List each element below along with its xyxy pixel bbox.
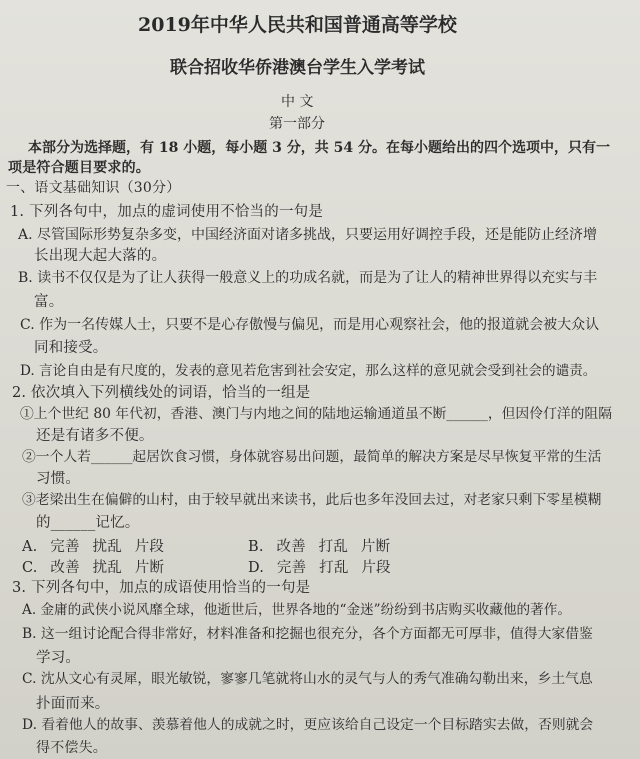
q1-option-d-line1: D. 言论自由是有尺度的，发表的意见若危害到社会安定，那么这样的意见就会受到社会的谴责。 [20,363,597,379]
q2-option-a: A. 完善 扰乱 片段 [22,539,165,555]
q3-option-d-line1: D. 看着他人的故事、羡慕着他人的成就之时，更应该给自己设定一个目标踏实去做，否则就会 [22,717,594,733]
q2-stem: 2. 依次填入下列横线处的词语，恰当的一组是 [12,385,311,401]
part-label: 第一部分 [269,116,325,132]
exam-title-line1: 2019年中华人民共和国普通高等学校 [138,14,457,36]
q1-option-c-line1: C. 作为一名传媒人士，只要不是心存傲慢与偏见，而是用心观察社会，他的报道就会被大众认 [20,317,600,333]
q2-option-c: C. 改善 扰乱 片断 [22,560,165,576]
q2-sentence2-line2: 习惯。 [36,471,81,487]
q1-option-b-line2: 富。 [34,294,64,310]
q2-option-d: D. 完善 打乱 片段 [248,560,391,576]
section-heading: 一、语文基础知识（30分） [6,180,181,196]
q1-option-c-line2: 同和接受。 [34,340,108,356]
instructions-line1: 本部分为选择题，有 18 小题，每小题 3 分，共 54 分。在每小题给出的四个选项中，只有一 [28,140,610,156]
q1-option-a-line2: 长出现大起大落的。 [34,248,167,264]
q2-sentence1-line1: ①上个世纪 80 年代初，香港、澳门与内地之间的陆地运输通道虽不断______，但因伶仃洋的阻隔 [20,406,612,422]
instructions-line2: 项是符合题目要求的。 [8,160,150,176]
q3-stem: 3. 下列各句中，加点的成语使用恰当的一句是 [12,580,311,596]
q3-option-c-line2: 扑面而来。 [36,696,110,712]
q2-sentence3-line2: 的______记忆。 [36,515,140,531]
q3-option-b-line1: B. 这一组讨论配合得非常好，材料准备和挖掘也很充分，各个方面都无可厚非，值得大家借鉴 [22,626,593,642]
subject-label: 中 文 [281,94,314,110]
q3-option-c-line1: C. 沈从文心有灵犀，眼光敏锐，寥寥几笔就将山水的灵气与人的秀气准确勾勒出来，乡土气息 [22,671,593,687]
q2-sentence1-line2: 还是有诸多不便。 [36,428,154,444]
exam-title-line2: 联合招收华侨港澳台学生入学考试 [170,58,425,78]
q2-sentence3-line1: ③老梁出生在偏僻的山村，由于较早就出来读书，此后也多年没回去过，对老家只剩下零星模糊 [22,492,602,508]
q2-sentence2-line1: ②一个人若______起居饮食习惯，身体就容易出问题，最简单的解决方案是尽早恢复平常的生活 [22,449,602,465]
q1-option-a-line1: A. 尽管国际形势复杂多变，中国经济面对诸多挑战，只要运用好调控手段，还是能防止经济增 [18,227,598,243]
q3-option-a-line1: A. 金庸的武侠小说风靡全球，他逝世后，世界各地的“金迷”纷纷到书店购买收藏他的著作。 [22,602,571,618]
q3-option-b-line2: 学习。 [36,650,81,666]
q1-stem: 1. 下列各句中，加点的虚词使用不恰当的一句是 [10,204,324,220]
q3-option-d-line2: 得不偿失。 [36,740,107,756]
q2-option-b: B. 改善 打乱 片断 [248,539,391,555]
q1-option-b-line1: B. 读书不仅仅是为了让人获得一般意义上的功成名就，而是为了让人的精神世界得以充实与丰 [18,270,598,286]
